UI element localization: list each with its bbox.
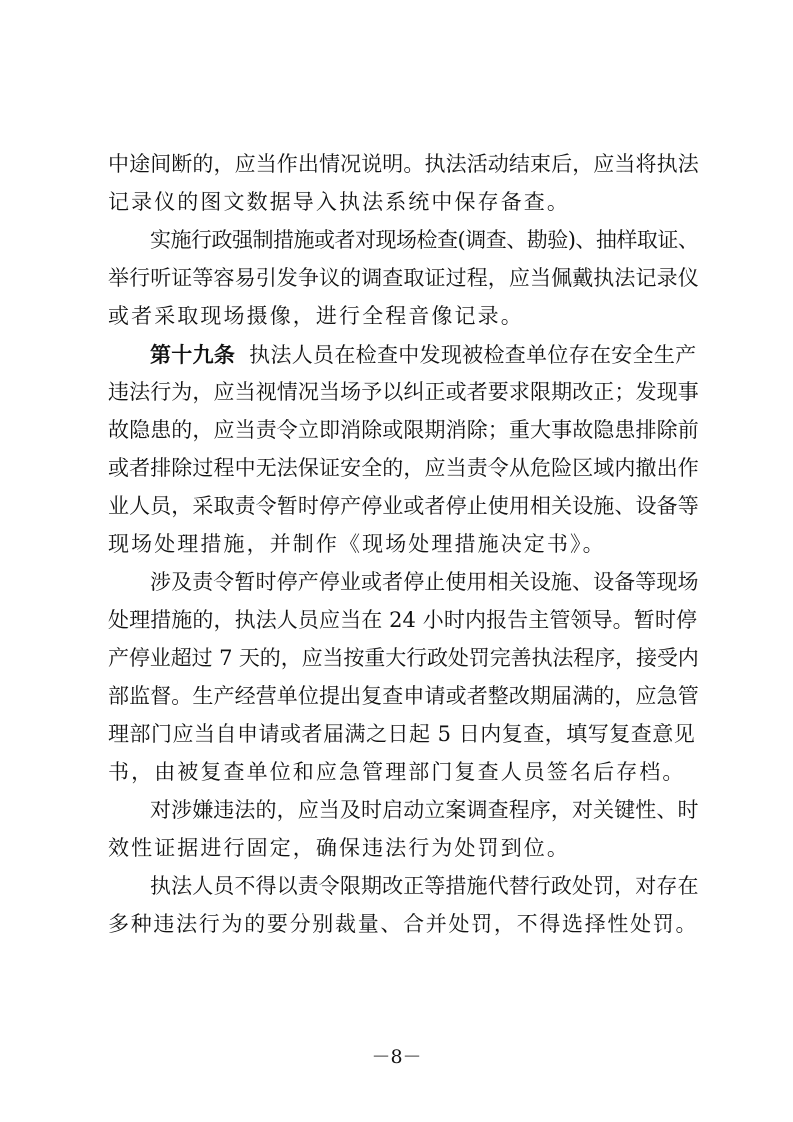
text-line: 涉及责令暂时停产停业或者停止使用相关设施、设备等现场	[150, 570, 699, 594]
text-line: 记录仪的图文数据导入执法系统中保存备查。	[108, 190, 570, 214]
page-number: －8－	[371, 1046, 422, 1068]
text-line: 多种违法行为的要分别裁量、合并处罚，不得选择性处罚。	[108, 912, 699, 936]
text-line: 产停业超过 7 天的，应当按重大行政处罚完善执法程序，接受内	[108, 646, 699, 670]
text-line: 执法人员不得以责令限期改正等措施代替行政处罚，对存在	[150, 874, 699, 898]
text-line: 现场处理措施，并制作《现场处理措施决定书》。	[108, 532, 606, 556]
text-line: 效性证据进行固定，确保违法行为处罚到位。	[108, 836, 570, 860]
text-line: 部监督。生产经营单位提出复查申请或者整改期届满的，应急管	[108, 684, 699, 708]
text-line: 中途间断的，应当作出情况说明。执法活动结束后，应当将执法	[108, 152, 699, 176]
text-line: 对涉嫌违法的，应当及时启动立案调查程序，对关键性、时	[150, 798, 699, 822]
text-line: 或者排除过程中无法保证安全的，应当责令从危险区域内撤出作	[108, 456, 699, 480]
text-line: 处理措施的，执法人员应当在 24 小时内报告主管领导。暂时停	[108, 608, 698, 632]
text-line: 理部门应当自申请或者届满之日起 5 日内复查，填写复查意见	[108, 722, 696, 746]
text-line: 违法行为，应当视情况当场予以纠正或者要求限期改正；发现事	[108, 380, 699, 404]
text-line: 或者采取现场摄像，进行全程音像记录。	[108, 304, 524, 328]
text-line: 故隐患的，应当责令立即消除或限期消除；重大事故隐患排除前	[108, 418, 699, 442]
article-first-line	[150, 340, 696, 370]
text-line: 实施行政强制措施或者对现场检查(调查、勘验)、抽样取证、	[150, 228, 699, 252]
text-line: 业人员，采取责令暂时停产停业或者停止使用相关设施、设备等	[108, 494, 699, 518]
text-span: 执法人员在检查中发现被检查单位存在安全生产	[249, 343, 697, 367]
text-line: 书，由被复查单位和应急管理部门复查人员签名后存档。	[108, 760, 686, 784]
text-line: 举行听证等容易引发争议的调查取证过程，应当佩戴执法记录仪	[108, 266, 699, 290]
article-title: 第十九条	[150, 342, 236, 367]
